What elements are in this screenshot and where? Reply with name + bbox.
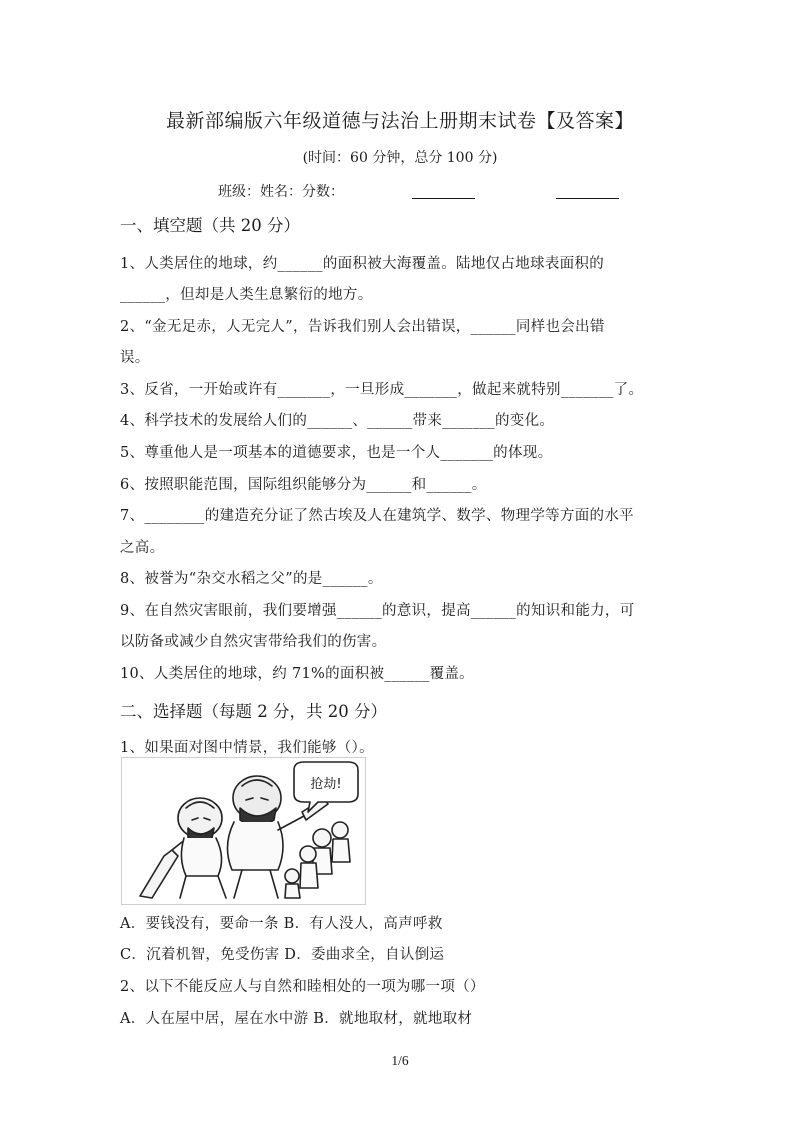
choice-option-line: C．沉着机智，免受伤害 D．委曲求全，自认倒运 (120, 947, 445, 963)
fill-question-line: 以防备或减少自然灾害带给我们的伤害。 (120, 634, 387, 650)
cartoon-speech-text: 抢劫! (310, 777, 342, 792)
student-info-label: 班级：姓名：分数： (218, 184, 344, 200)
fill-question-line: 10、人类居住的地球，约 71%的面积被______覆盖。 (120, 666, 474, 682)
exam-title: 最新部编版六年级道德与法治上册期末试卷【及答案】 (165, 110, 634, 132)
robbery-cartoon-image (121, 757, 366, 905)
fill-question-line: 7、________的建造充分证了然古埃及人在建筑学、数学、物理学等方面的水平 (120, 508, 634, 524)
fill-question-line: 5、尊重他人是一项基本的道德要求，也是一个人_______的体现。 (120, 445, 553, 461)
fill-question-line: 2、“金无足赤，人无完人”，告诉我们别人会出错误，______同样也会出错 (120, 319, 605, 335)
fill-question-line: 8、被誉为“杂交水稻之父”的是______。 (120, 571, 383, 587)
choice-option-line: A．人在屋中居，屋在水中游 B．就地取材，就地取材 (120, 1011, 473, 1027)
fill-question-line: 6、按照职能范围，国际组织能够分为______和______。 (120, 477, 487, 493)
fill-question-line: 4、科学技术的发展给人们的______、______带来_______的变化。 (120, 413, 555, 429)
fill-question-line: 之高。 (120, 540, 165, 556)
section-choice-heading: 二、选择题（每题 2 分，共 20 分） (120, 702, 387, 721)
choice-question-1: 1、如果面对图中情景，我们能够（）。 (120, 740, 374, 756)
fill-question-line: 3、反省，一开始或许有_______，一旦形成_______，做起来就特别_______了。 (120, 382, 644, 398)
exam-subtitle: (时间：60 分钟，总分 100 分) (302, 150, 498, 166)
fill-question-line: 1、人类居住的地球，约______的面积被大海覆盖。陆地仅占地球表面积的 (120, 256, 605, 272)
class-blank (412, 182, 475, 199)
page-number: 1/6 (391, 1053, 409, 1068)
choice-option-line: A．要钱没有，要命一条 B．有人没人，高声呼救 (120, 916, 443, 932)
choice-question-2: 2、以下不能反应人与自然和睦相处的一项为哪一项（） (120, 979, 485, 995)
section-fill-in-heading: 一、填空题（共 20 分） (120, 216, 300, 235)
fill-question-line: 误。 (120, 350, 150, 366)
fill-question-line: ______，但却是人类生息繁衍的地方。 (120, 287, 373, 303)
score-blank (556, 182, 619, 199)
fill-question-line: 9、在自然灾害眼前，我们要增强______的意识，提高______的知识和能力，可 (120, 603, 635, 619)
